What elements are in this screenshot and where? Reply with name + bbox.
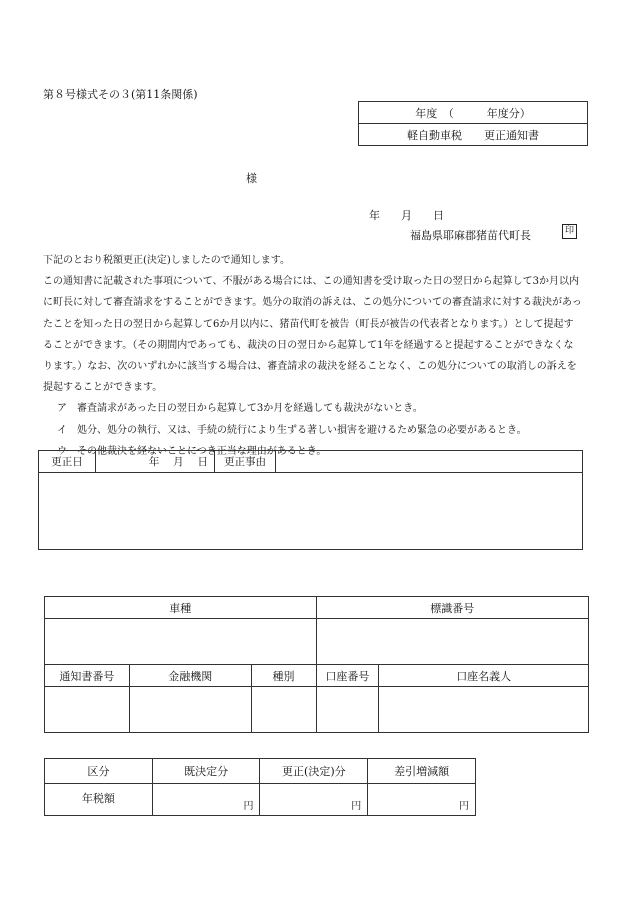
plate-number-cell[interactable] bbox=[316, 619, 589, 665]
condition-item-i: イ 処分、処分の執行、又は、手続の続行により生ずる著しい損害を避けるため緊急の必要があるとき。 bbox=[57, 424, 527, 436]
date-day: 日 bbox=[433, 209, 444, 222]
notice-body bbox=[43, 250, 583, 462]
previous-amount-cell[interactable] bbox=[152, 784, 260, 816]
condition-item-a: ア 審査請求があった日の翌日から起算して3か月を経過しても裁決がないとき。 bbox=[57, 403, 423, 415]
previous-amount-header: 既決定分 bbox=[152, 759, 260, 784]
appeal-paragraph: この通知書に記載された事項について、不服がある場合には、この通知書を受け取った日の翌日から起算して3か月以内に町長に対して審査請求をすることができます。処分の取消の訴えは、この処分についての審査請求に対する裁決があったことを知った日の翌日から起算して6か月以内に、猪苗代町を被告（町長が被告の代表者となります。）として提起することができます。（その期間内であっても、裁決の日の翌日から起算して1年を経過すると提起することができなくなります。）なお、次のいずれかに該当する場合は、審査請求の裁決を経ることなく、この処分についての取消しの訴えを提起することができます。 bbox=[43, 276, 582, 394]
document-title: 軽自動車税 更正通知書 bbox=[359, 124, 588, 146]
vehicle-type-header: 車種 bbox=[45, 597, 317, 619]
revision-reason-cell[interactable] bbox=[276, 451, 583, 473]
date-year: 年 bbox=[369, 209, 380, 222]
notice-number-cell[interactable] bbox=[45, 687, 130, 733]
account-type-cell[interactable] bbox=[251, 687, 316, 733]
yen-unit: 円 bbox=[243, 801, 254, 812]
revised-amount-header: 更正(決定)分 bbox=[260, 759, 368, 784]
category-header: 区分 bbox=[45, 759, 153, 784]
date-month: 月 bbox=[401, 209, 412, 222]
form-number: 第８号様式その３(第11条関係) bbox=[43, 88, 198, 101]
account-holder-header: 口座名義人 bbox=[379, 665, 589, 687]
revision-date-label: 更正日 bbox=[39, 451, 96, 473]
revision-date-fields: 年 月 日 bbox=[96, 451, 215, 473]
notice-number-header: 通知書番号 bbox=[45, 665, 130, 687]
account-number-cell[interactable] bbox=[316, 687, 379, 733]
amount-table bbox=[44, 758, 476, 816]
addressee-suffix: 様 bbox=[246, 172, 257, 185]
plate-number-header: 標識番号 bbox=[316, 597, 589, 619]
revision-detail-area[interactable] bbox=[39, 473, 583, 550]
account-holder-cell[interactable] bbox=[379, 687, 589, 733]
intro-sentence: 下記のとおり税額更正(決定)しましたので通知します。 bbox=[43, 255, 291, 266]
revision-box bbox=[38, 450, 583, 550]
revision-reason-label: 更正事由 bbox=[215, 451, 276, 473]
vehicle-table bbox=[44, 596, 589, 733]
annual-tax-label: 年税額 bbox=[45, 784, 153, 816]
fiscal-year-line: 年度 （ 年度分） bbox=[359, 102, 588, 124]
difference-cell[interactable] bbox=[368, 784, 476, 816]
bank-header: 金融機関 bbox=[129, 665, 251, 687]
account-number-header: 口座番号 bbox=[316, 665, 379, 687]
condition-item-u: ウ その他裁決を経ないことにつき正当な理由があるとき。 bbox=[57, 445, 327, 457]
yen-unit: 円 bbox=[459, 801, 469, 812]
bank-cell[interactable] bbox=[129, 687, 251, 733]
yen-unit: 円 bbox=[351, 801, 362, 812]
seal-mark: 印 bbox=[562, 224, 577, 239]
issue-date bbox=[369, 207, 444, 223]
title-box bbox=[358, 101, 588, 146]
vehicle-type-cell[interactable] bbox=[45, 619, 317, 665]
issuer-name: 福島県耶麻郡猪苗代町長 bbox=[410, 229, 531, 242]
difference-header: 差引増減額 bbox=[368, 759, 476, 784]
account-type-header: 種別 bbox=[251, 665, 316, 687]
revised-amount-cell[interactable] bbox=[260, 784, 368, 816]
